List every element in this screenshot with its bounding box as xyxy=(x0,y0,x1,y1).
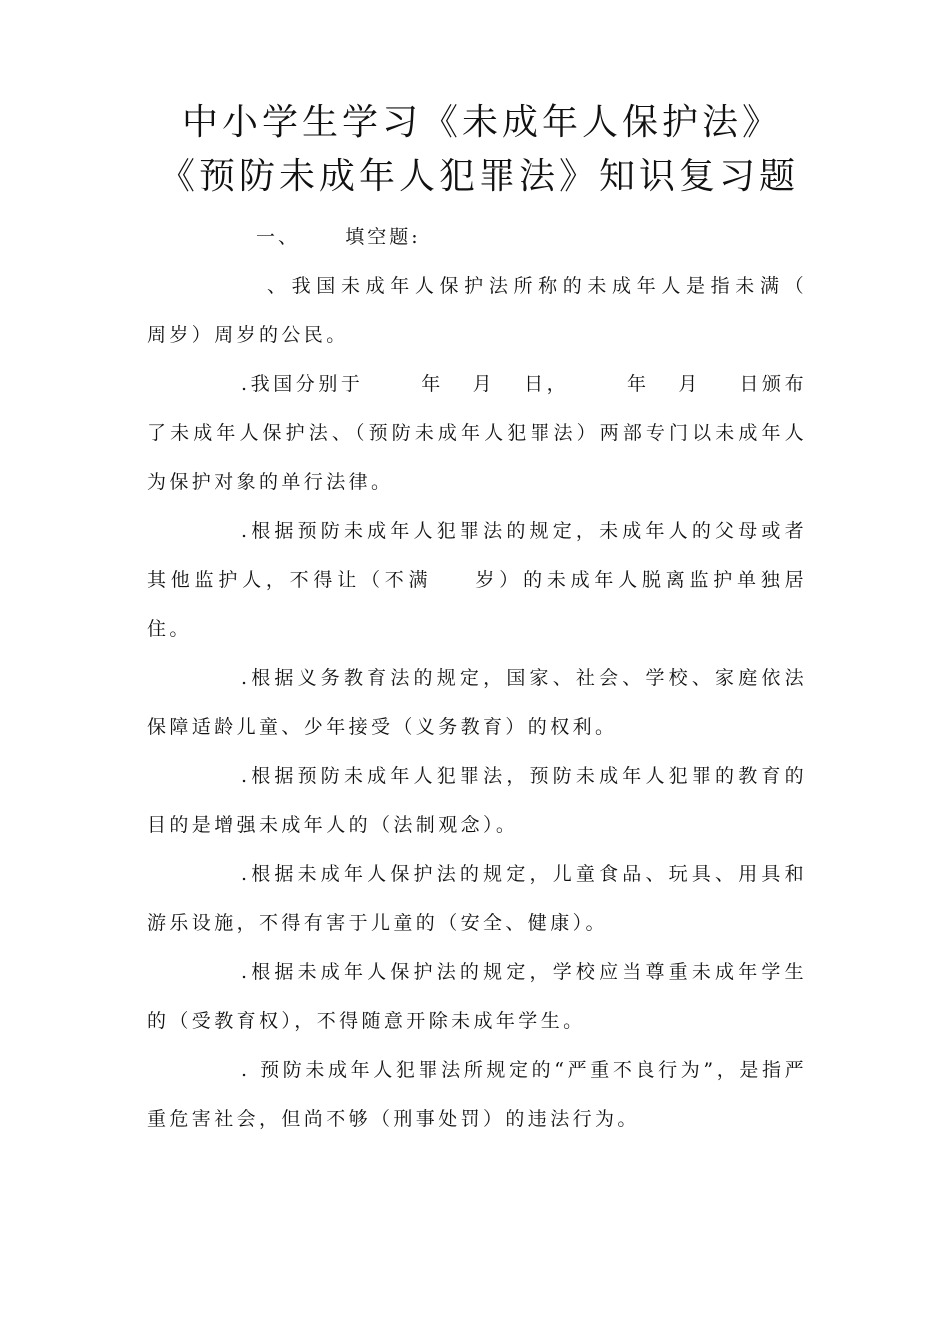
question-list xyxy=(147,262,845,1144)
question-item: .根据义务教育法的规定，国家、社会、学校、家庭依法保障适龄儿童、少年接受（义务教育）的权利。 xyxy=(147,667,807,738)
question-item: .根据预防未成年人犯罪法的规定，未成年人的父母或者其他监护人，不得让（不满 岁）的未成年人脱离监护单独居住。 xyxy=(147,520,807,640)
question-item: 、我国未成年人保护法所称的未成年人是指未满（ 周岁）周岁的公民。 xyxy=(147,275,845,346)
title-line-1: 中小学生学习《未成年人保护法》 xyxy=(181,102,782,143)
question-item: .根据未成年人保护法的规定，儿童食品、玩具、用具和游乐设施，不得有害于儿童的（安全、健康）。 xyxy=(147,863,807,934)
title-line-2: 《预防未成年人犯罪法》知识复习题 xyxy=(158,156,799,197)
question-item: .我国分别于 年 月 日， 年 月 日颁布了未成年人保护法、（预防未成年人犯罪法）两部专门以未成年人为保护对象的单行法律。 xyxy=(147,373,807,493)
question-item: .根据未成年人保护法的规定，学校应当尊重未成年学生的（受教育权），不得随意开除未成年学生。 xyxy=(147,961,807,1032)
question-item: . 预防未成年人犯罪法所规定的“严重不良行为”，是指严重危害社会，但尚不够（刑事处罚）的违法行为。 xyxy=(147,1059,807,1130)
section-heading: 一、 填空题: xyxy=(256,226,421,248)
document-title xyxy=(0,96,950,204)
question-item: .根据预防未成年人犯罪法，预防未成年人犯罪的教育的目的是增强未成年人的（法制观念）。 xyxy=(147,765,807,836)
